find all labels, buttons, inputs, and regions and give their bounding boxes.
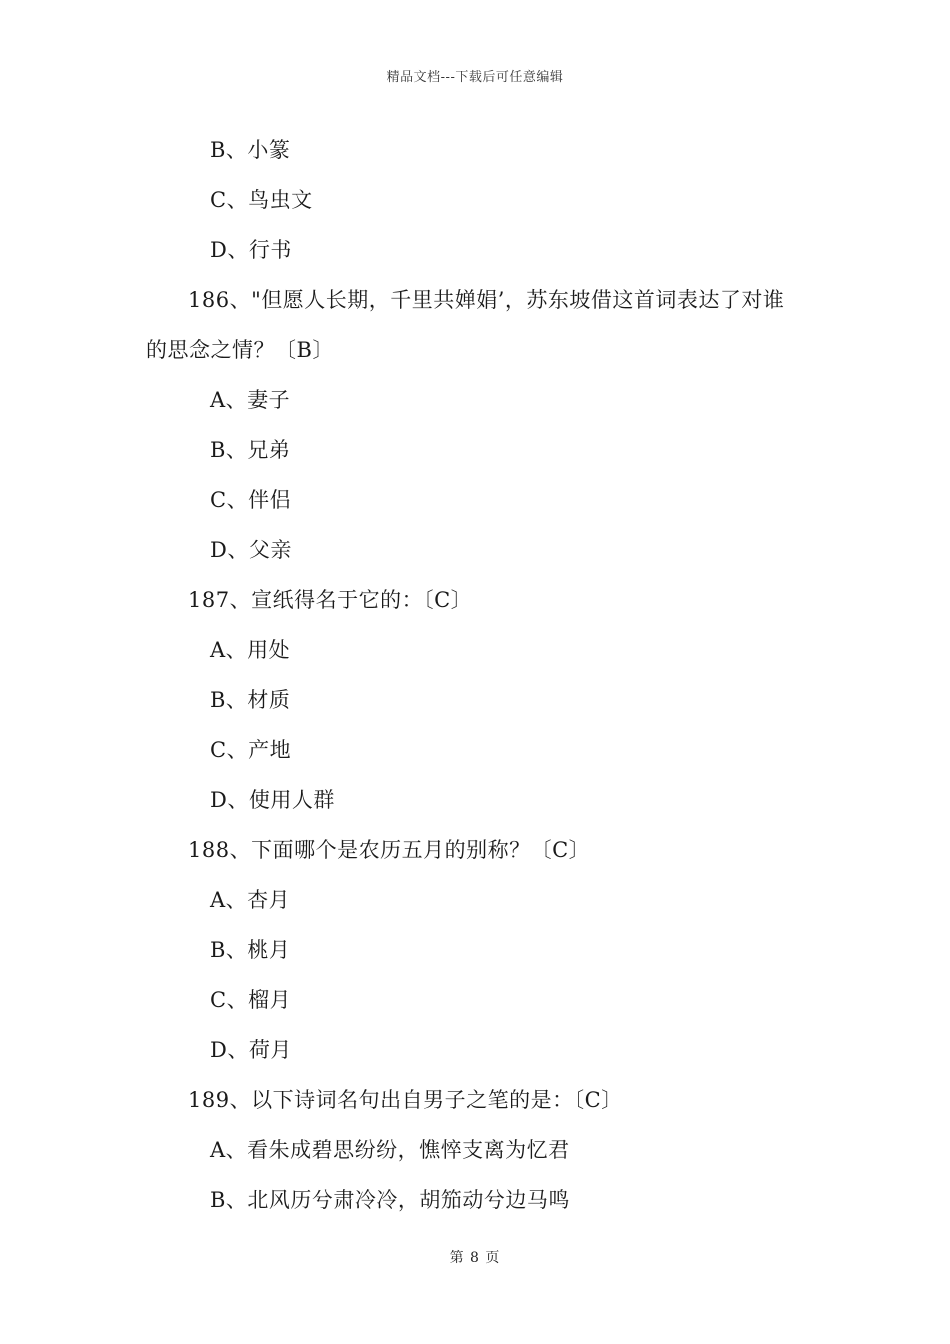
- question-186-option-a: A、妻子: [210, 388, 291, 412]
- question-187-option-c: C、产地: [210, 738, 292, 762]
- question-187: 187、宣纸得名于它的：〔C〕: [188, 588, 473, 612]
- option-b-small-seal: B、小篆: [210, 138, 291, 162]
- option-c-bird-insect-script: C、鸟虫文: [210, 188, 313, 212]
- question-188: 188、下面哪个是农历五月的别称？〔C〕: [188, 838, 591, 862]
- question-186-option-c: C、伴侣: [210, 488, 292, 512]
- question-186-option-d: D、父亲: [210, 538, 292, 562]
- question-187-option-b: B、材质: [210, 688, 291, 712]
- question-188-option-d: D、荷月: [210, 1038, 292, 1062]
- question-186: 186、"但愿人长期，千里共婵娟’，苏东坡借这首词表达了对谁: [188, 288, 785, 312]
- question-188-option-c: C、榴月: [210, 988, 292, 1012]
- question-187-option-d: D、使用人群: [210, 788, 335, 812]
- option-d-running-script: D、行书: [210, 238, 292, 262]
- question-189-option-b: B、北风历兮肃冷冷，胡笳动兮边马鸣: [210, 1188, 570, 1212]
- question-189: 189、以下诗词名句出自男子之笔的是：〔C〕: [188, 1088, 623, 1112]
- question-187-option-a: A、用处: [210, 638, 291, 662]
- question-186-option-b: B、兄弟: [210, 438, 291, 462]
- page-number: 第 8 页: [449, 1250, 501, 1266]
- question-189-option-a: A、看朱成碧思纷纷，憔悴支离为忆君: [210, 1138, 570, 1162]
- question-188-option-b: B、桃月: [210, 938, 291, 962]
- page-header: 精品文档---下载后可任意编辑: [386, 70, 564, 85]
- question-188-option-a: A、杏月: [210, 888, 291, 912]
- question-186-continued: 的思念之情？〔B〕: [146, 338, 334, 362]
